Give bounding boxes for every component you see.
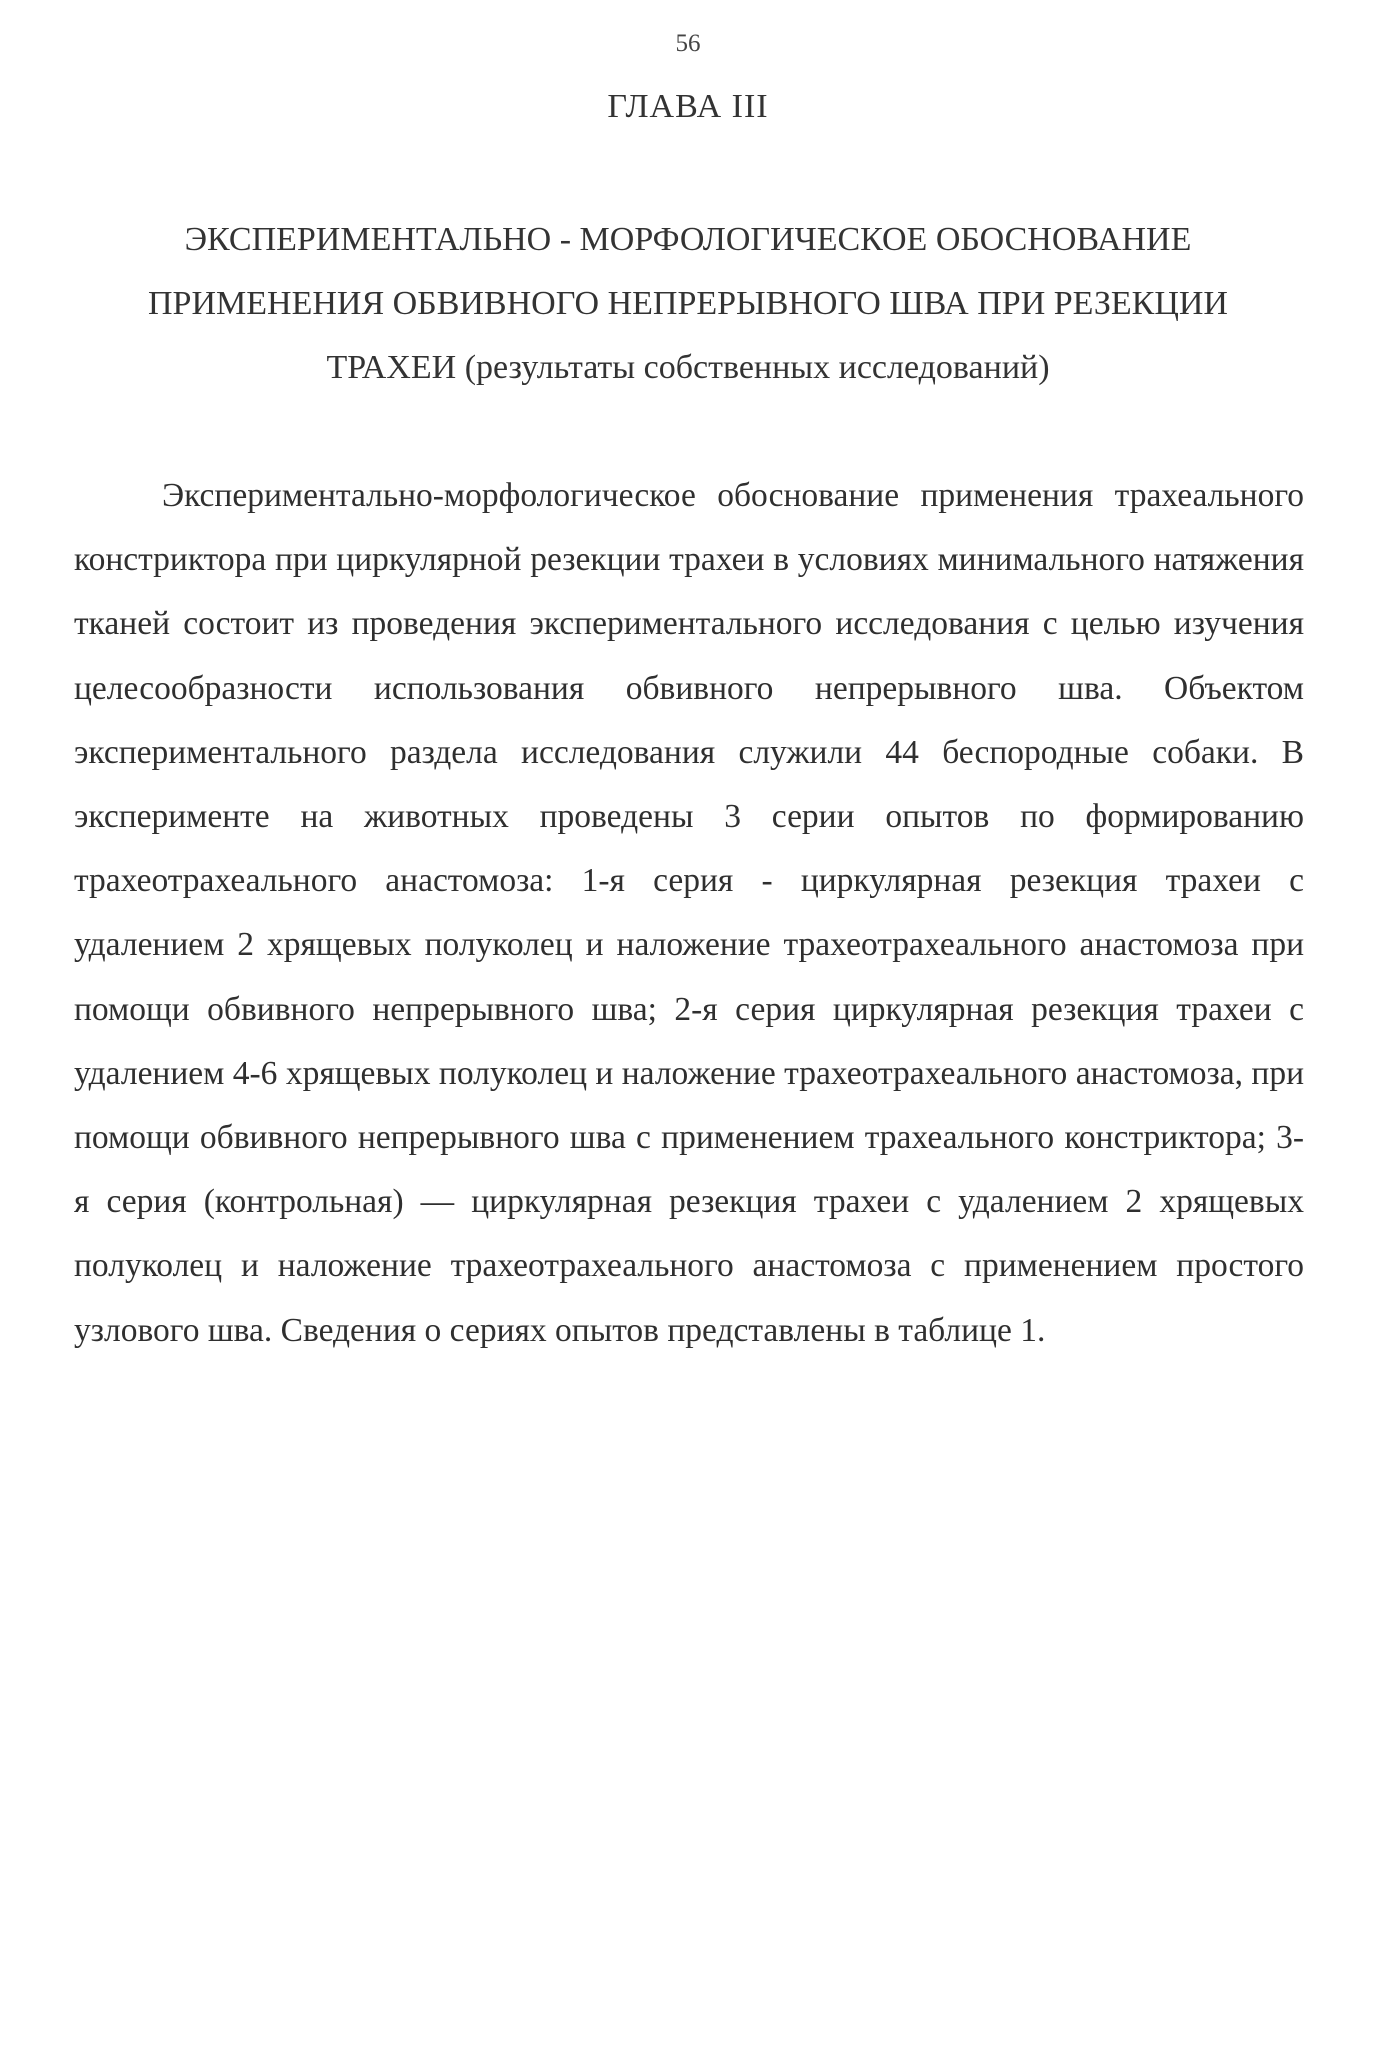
page-number: 56 — [675, 30, 701, 57]
chapter-label: ГЛАВА III — [607, 88, 769, 125]
body-paragraph: Экспериментально-морфологическое обоснование применения трахеального констриктора при циркулярной резекции трахеи в условиях минимального натяжения тканей состоит из проведения экспериментального исследования с целью изучения целесообразности использования обвивного непрерывного шва. Объектом экспериментального раздела исследования служили 44 беспородные собаки. В эксперименте на животных проведены 3 серии опытов по формированию трахеотрахеального анастомоза: 1-я серия - циркулярная резекция трахеи с удалением 2 хрящевых полуколец и наложение трахеотрахеального анастомоза при помощи обвивного непрерывного шва; 2-я серия циркулярная резекция трахеи с удалением 4-6 хрящевых полуколец и наложение трахеотрахеального анастомоза, при помощи обвивного непрерывного шва с применением трахеального констриктора; 3-я серия (контрольная) — циркулярная резекция трахеи с удалением 2 хрящевых полуколец и наложение трахеотрахеального анастомоза с применением простого узлового шва. Сведения о сериях опытов представлены в таблице 1. — [74, 477, 1304, 1349]
chapter-title — [80, 208, 1296, 400]
chapter-title-line-1: ЭКСПЕРИМЕНТАЛЬНО - МОРФОЛОГИЧЕСКОЕ ОБОСНОВАНИЕ — [184, 221, 1192, 258]
chapter-title-line-3: ТРАХЕИ (результаты собственных исследований) — [326, 349, 1050, 386]
chapter-title-line-2: ПРИМЕНЕНИЯ ОБВИВНОГО НЕПРЕРЫВНОГО ШВА ПРИ РЕЗЕКЦИИ — [148, 285, 1228, 322]
